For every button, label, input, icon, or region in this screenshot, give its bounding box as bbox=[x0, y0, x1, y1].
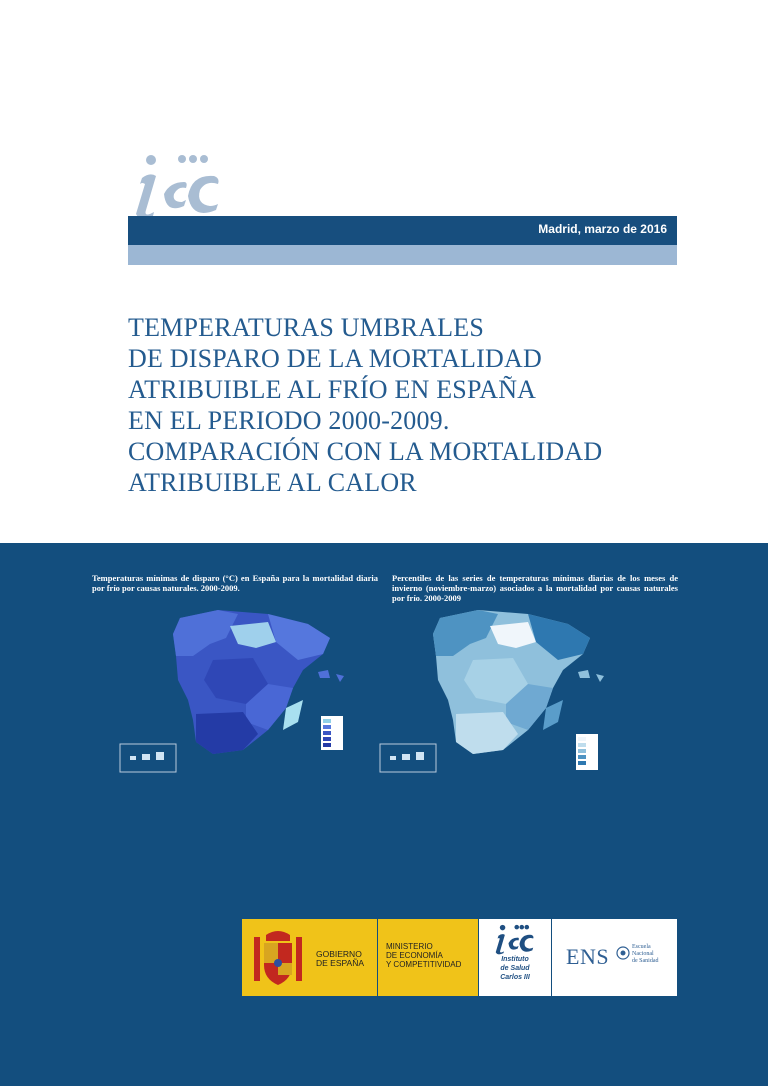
title-line: EN EL PERIODO 2000-2009. bbox=[128, 406, 450, 435]
header-subband bbox=[128, 245, 677, 265]
isciii-logo-icon bbox=[126, 150, 226, 220]
map-caption-right: Percentiles de las series de temperaturas mínimas diarias de los meses de invierno (noviembre-marzo) asociados a la mortalidad por causas naturales por frío. 2000-2009 bbox=[392, 573, 678, 603]
gobierno-line: GOBIERNO bbox=[316, 949, 362, 959]
title-line: TEMPERATURAS UMBRALES bbox=[128, 313, 484, 342]
title-line: ATRIBUIBLE AL FRÍO EN ESPAÑA bbox=[128, 375, 537, 404]
title-line: DE DISPARO DE LA MORTALIDAD bbox=[128, 344, 542, 373]
ens-logo bbox=[552, 919, 677, 996]
ministerio-line: Y COMPETITIVIDAD bbox=[386, 960, 462, 969]
isciii-sponsor-logo bbox=[479, 919, 551, 996]
ens-emblem-icon bbox=[616, 946, 630, 960]
spain-percentile-map-icon bbox=[378, 604, 643, 779]
ministerio-line: MINISTERIO bbox=[386, 942, 433, 951]
isciii-line: Instituto bbox=[501, 956, 529, 963]
isciii-line: de Salud bbox=[500, 965, 530, 972]
ministerio-line: DE ECONOMÍA bbox=[386, 951, 443, 960]
sponsor-logos bbox=[242, 919, 677, 996]
header-band bbox=[128, 216, 677, 245]
isciii-logo-icon bbox=[491, 923, 537, 955]
ens-text bbox=[632, 944, 659, 965]
document-title bbox=[128, 312, 688, 498]
title-line: COMPARACIÓN CON LA MORTALIDAD bbox=[128, 437, 603, 466]
map-caption-left: Temperaturas mínimas de disparo (°C) en España para la mortalidad diaria por frío por causas naturales. 2000-2009. bbox=[92, 573, 378, 593]
gobierno-line: DE ESPAÑA bbox=[316, 958, 365, 968]
spain-coat-of-arms-icon bbox=[252, 927, 304, 989]
ministerio-text bbox=[386, 942, 461, 969]
ens-line: Nacional bbox=[632, 951, 654, 957]
ens-line: de Sanidad bbox=[632, 958, 659, 964]
gobierno-text bbox=[316, 950, 364, 968]
isciii-text bbox=[479, 955, 551, 982]
publication-date: Madrid, marzo de 2016 bbox=[538, 222, 667, 236]
ens-acronym: ENS bbox=[566, 944, 610, 969]
spain-temperature-map-icon bbox=[118, 604, 383, 779]
ens-line: Escuela bbox=[632, 944, 651, 950]
gobierno-logo bbox=[242, 919, 377, 996]
isciii-line: Carlos III bbox=[500, 974, 530, 981]
ministerio-logo bbox=[378, 919, 478, 996]
title-line: ATRIBUIBLE AL CALOR bbox=[128, 468, 417, 497]
